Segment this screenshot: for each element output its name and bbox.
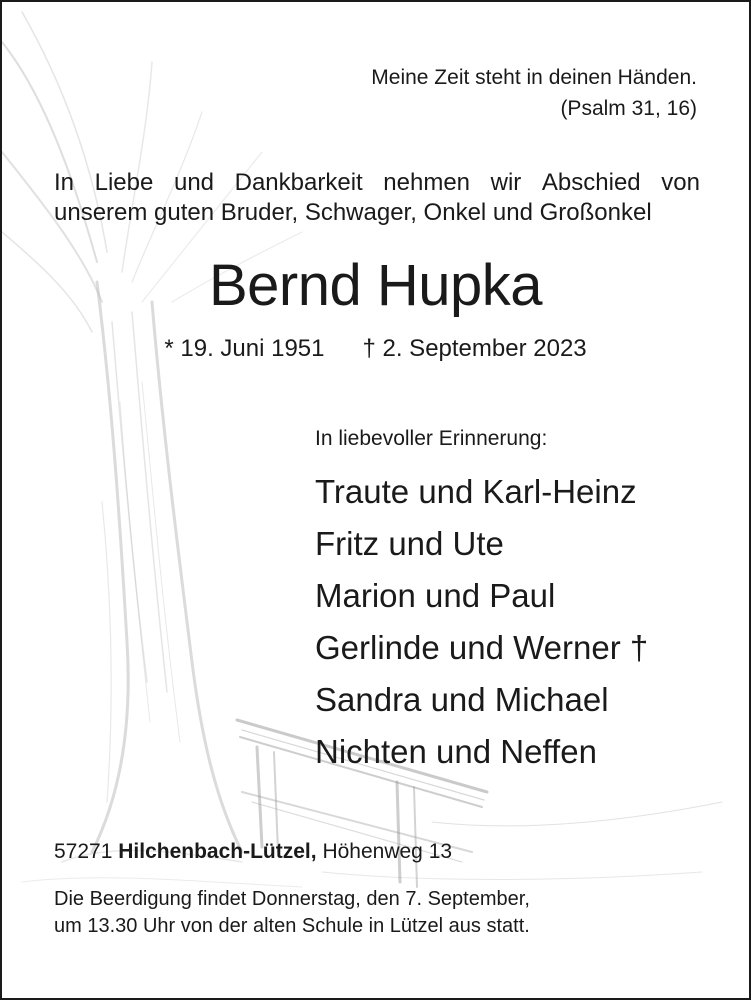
intro-word: Dankbarkeit <box>234 169 363 196</box>
address-city: Hilchenbach-Lützel, <box>118 840 317 863</box>
funeral-info-line-1: Die Beerdigung findet Donnerstag, den 7. September, <box>54 888 530 910</box>
birth-date: * 19. Juni 1951 <box>164 335 325 362</box>
intro-word: Liebe <box>94 169 154 196</box>
intro-line-1 <box>54 168 700 198</box>
deceased-name: Bernd Hupka <box>208 253 543 318</box>
intro-word: In <box>54 169 75 196</box>
intro-word: Abschied <box>541 169 641 196</box>
mourner-name: Marion und Paul <box>315 577 556 614</box>
funeral-info-line-2: um 13.30 Uhr von der alten Schule in Lützel aus statt. <box>54 915 530 937</box>
mourner-name: Sandra und Michael <box>315 681 609 718</box>
mourner-name: Nichten und Neffen <box>315 733 597 770</box>
intro-word: von <box>661 169 700 196</box>
life-dates <box>2 334 749 364</box>
death-date: † 2. September 2023 <box>362 335 587 362</box>
intro-word: und <box>173 169 215 196</box>
intro-line-2: unserem guten Bruder, Schwager, Onkel und Großonkel <box>54 199 652 226</box>
mourner-name: Gerlinde und Werner † <box>315 629 649 666</box>
mourner-name: Fritz und Ute <box>315 525 504 562</box>
intro-word: wir <box>490 169 522 196</box>
mourner-name: Traute und Karl-Heinz <box>315 473 637 510</box>
psalm-quote: Meine Zeit steht in deinen Händen. <box>371 66 697 89</box>
psalm-reference: (Psalm 31, 16) <box>560 97 697 120</box>
address <box>54 839 452 865</box>
intro-word: nehmen <box>383 169 471 196</box>
memory-label: In liebevoller Erinnerung: <box>315 427 548 450</box>
address-postcode: 57271 <box>54 840 113 863</box>
address-street: Höhenweg 13 <box>322 840 453 863</box>
